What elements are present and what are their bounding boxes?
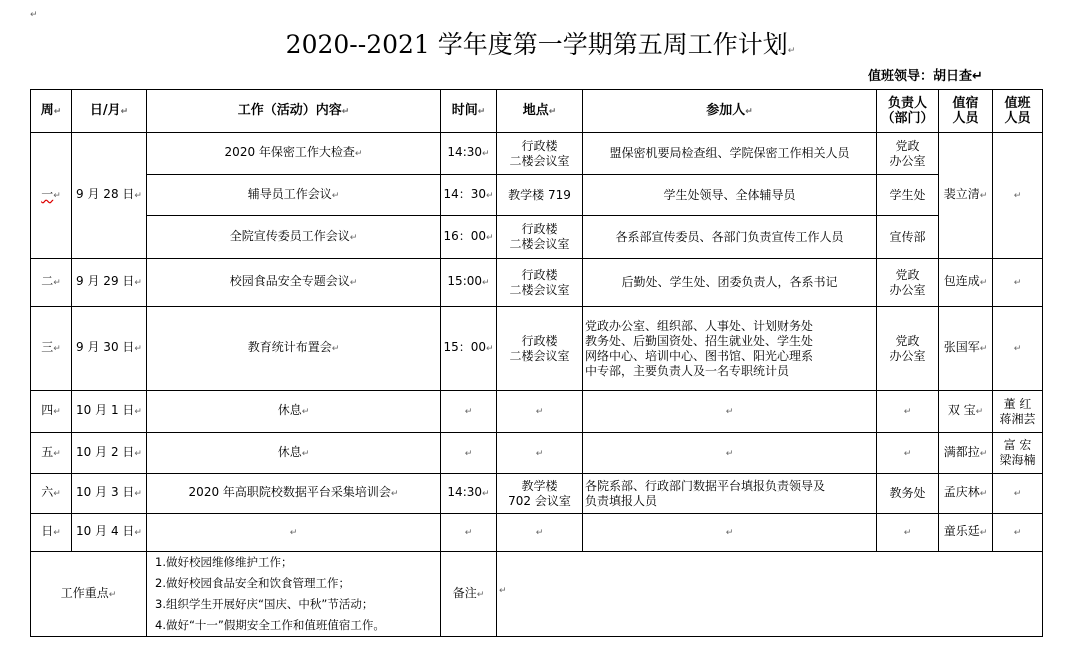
- time-label: 14：30: [443, 186, 486, 201]
- table-row: [31, 391, 1043, 433]
- paragraph-mark: ↵: [464, 448, 473, 459]
- week-cell: [31, 133, 72, 259]
- cell-line: 后勤处、学生处、团委负责人，各系书记: [621, 275, 838, 289]
- week-label: 一: [41, 187, 54, 201]
- date-label: 9 月 30 日: [76, 340, 135, 354]
- content-label: 教育统计布置会: [247, 340, 332, 354]
- paragraph-mark: ↵: [1013, 528, 1022, 538]
- paragraph-mark: ↵: [1013, 191, 1022, 201]
- paragraph-mark: ↵: [354, 149, 363, 159]
- owner-cell: [877, 259, 939, 307]
- table-row: [31, 514, 1043, 552]
- week-label: 四: [41, 403, 54, 417]
- content-cell: [147, 433, 441, 474]
- paragraph-mark: ↵: [301, 448, 310, 459]
- time-cell: [441, 259, 497, 307]
- date-label: 10 月 4 日: [76, 524, 135, 538]
- cell-line: 行政楼: [521, 267, 558, 282]
- date-label: 9 月 28 日: [76, 187, 135, 201]
- paragraph-mark: ↵: [535, 448, 544, 459]
- place-cell: [497, 433, 583, 474]
- cell-line: 办公室: [889, 282, 926, 297]
- date-label: 10 月 3 日: [76, 485, 135, 499]
- date-cell: [72, 391, 147, 433]
- cell-line: 党政: [895, 267, 920, 282]
- cell-line: 学生处: [889, 187, 926, 202]
- note-content: ↵: [497, 552, 1043, 637]
- paragraph-mark: ↵: [1013, 344, 1022, 354]
- cell-line: 教务处: [889, 486, 926, 500]
- time-label: 16：00: [443, 228, 486, 243]
- paragraph-mark: ↵: [482, 489, 490, 499]
- paragraph-mark: ↵: [349, 278, 358, 288]
- cell-line: 梁海楠: [999, 453, 1036, 467]
- paragraph-mark: ↵: [134, 528, 142, 538]
- date-cell: [72, 259, 147, 307]
- header-duty: 值班 人员: [993, 90, 1043, 133]
- participants-cell: [583, 133, 877, 175]
- owner-cell: [877, 514, 939, 552]
- week-cell: [31, 433, 72, 474]
- time-cell: [441, 175, 497, 216]
- owner-cell: [877, 307, 939, 391]
- paragraph-mark: ↵: [134, 489, 142, 499]
- week-cell: [31, 391, 72, 433]
- paragraph-mark: ↵: [482, 278, 490, 288]
- cell-line: 蒋湘芸: [999, 411, 1036, 426]
- paragraph-mark: ↵: [486, 344, 494, 354]
- content-label: 校园食品安全专题会议: [229, 274, 350, 288]
- cell-line: 网络中心、培训中心、图书馆、阳光心理系: [585, 348, 814, 363]
- stay-cell: [939, 133, 993, 259]
- paragraph-mark: ↵: [134, 344, 142, 354]
- paragraph-mark: ↵: [725, 448, 734, 459]
- cell-line: 办公室: [889, 348, 926, 363]
- stay-person: 双 宝: [947, 403, 976, 417]
- paragraph-mark: ↵: [482, 149, 490, 159]
- duty-cell: [993, 259, 1043, 307]
- table-body: [31, 90, 1043, 552]
- paragraph-mark: ↵: [1013, 278, 1022, 288]
- paragraph-mark: ↵: [979, 528, 988, 538]
- paragraph-mark: ↵: [53, 448, 61, 459]
- cell-line: 行政楼: [521, 138, 558, 153]
- paragraph-mark: ↵: [464, 407, 473, 417]
- time-cell: [441, 216, 497, 259]
- cell-line: 702 会议室: [508, 493, 571, 508]
- table-row: [31, 433, 1043, 474]
- cell-line: 教学楼 719: [508, 187, 571, 202]
- week-label: 二: [41, 274, 54, 288]
- page-title: 2020--2021 学年度第一学期第五周工作计划↵: [285, 30, 796, 59]
- cell-line: 党政办公室、组织部、人事处、计划财务处: [585, 318, 814, 333]
- time-cell: [441, 514, 497, 552]
- week-label: 五: [41, 444, 54, 459]
- date-label: 9 月 29 日: [76, 274, 135, 288]
- cell-line: 教务处、后勤国资处、招生就业处、学生处: [585, 333, 814, 348]
- week-label: 日: [41, 524, 54, 538]
- duty-cell: [993, 433, 1043, 474]
- content-label: 全院宣传委员工作会议: [229, 228, 350, 243]
- stay-person: 张国军: [943, 340, 980, 354]
- paragraph-mark: ↵: [535, 407, 544, 417]
- stay-person: 裴立清: [943, 187, 980, 201]
- cell-line: 各院系部、行政部门数据平台填报负责领导及: [585, 478, 826, 493]
- week-label: 六: [41, 485, 54, 499]
- stay-cell: [939, 514, 993, 552]
- time-cell: [441, 433, 497, 474]
- cell-line: 办公室: [889, 153, 926, 168]
- content-cell: [147, 175, 441, 216]
- header-week: 周↵: [31, 90, 72, 133]
- paragraph-mark: ↵: [53, 191, 61, 201]
- place-cell: [497, 133, 583, 175]
- time-label: 14:30: [447, 485, 483, 499]
- date-cell: [72, 307, 147, 391]
- time-cell: [441, 307, 497, 391]
- paragraph-mark: ↵: [53, 489, 61, 499]
- cell-line: 宣传部: [889, 229, 926, 244]
- table-row: [31, 216, 1043, 259]
- place-cell: [497, 514, 583, 552]
- header-content: 工作（活动）内容↵: [147, 90, 441, 133]
- participants-cell: [583, 175, 877, 216]
- time-label: 14:30: [447, 145, 483, 159]
- place-cell: [497, 307, 583, 391]
- date-label: 10 月 1 日: [76, 403, 135, 417]
- owner-cell: [877, 216, 939, 259]
- work-plan-table: [30, 89, 1043, 637]
- cell-line: 负责填报人员: [585, 493, 658, 508]
- cell-line: 学生处领导、全体辅导员: [663, 187, 796, 202]
- content-cell: [147, 307, 441, 391]
- time-label: 15：00: [443, 340, 486, 354]
- paragraph-mark: ↵: [725, 528, 734, 538]
- focus-label: 工作重点↵: [31, 552, 147, 637]
- cell-line: 行政楼: [521, 333, 558, 348]
- paragraph-mark: ↵: [301, 407, 310, 417]
- focus-section: [31, 552, 1043, 637]
- paragraph-mark: ↵: [331, 190, 340, 201]
- content-label: 辅导员工作会议: [247, 186, 332, 201]
- focus-row: [31, 552, 1043, 637]
- paragraph-mark: ↵: [1013, 489, 1022, 499]
- place-cell: [497, 216, 583, 259]
- owner-cell: [877, 175, 939, 216]
- cell-line: 董 红: [1003, 396, 1032, 411]
- stay-cell: [939, 391, 993, 433]
- header-place: 地点↵: [497, 90, 583, 133]
- paragraph-mark: ↵: [53, 278, 61, 288]
- participants-cell: [583, 474, 877, 514]
- header-stay: 值宿 人员: [939, 90, 993, 133]
- paragraph-mark: ↵: [134, 407, 142, 417]
- note-label: 备注↵: [441, 552, 497, 637]
- paragraph-mark: ↵: [979, 191, 988, 201]
- paragraph-mark: ↵: [53, 344, 61, 354]
- focus-item: 2.做好校园食品安全和饮食管理工作；: [155, 576, 350, 590]
- owner-cell: [877, 433, 939, 474]
- paragraph-mark: ↵: [979, 278, 988, 288]
- paragraph-mark: ↵: [903, 448, 912, 459]
- paragraph-mark: ↵: [134, 191, 142, 201]
- place-cell: [497, 474, 583, 514]
- cell-line: 富 宏: [1003, 438, 1032, 452]
- participants-cell: [583, 433, 877, 474]
- content-cell: [147, 391, 441, 433]
- participants-cell: [583, 259, 877, 307]
- content-label: 休息: [277, 444, 302, 459]
- cell-line: 党政: [895, 333, 920, 348]
- week-label: 三: [41, 340, 54, 354]
- cell-line: 盟保密机要局检查组、学院保密工作相关人员: [609, 146, 850, 160]
- owner-cell: [877, 474, 939, 514]
- stay-person: 包连成: [943, 274, 980, 288]
- paragraph-mark: ↵: [979, 344, 988, 354]
- cell-line: 二楼会议室: [509, 282, 570, 297]
- stay-cell: [939, 433, 993, 474]
- focus-list: [147, 552, 441, 637]
- cell-line: 二楼会议室: [509, 153, 570, 168]
- table-row: [31, 259, 1043, 307]
- stay-cell: [939, 474, 993, 514]
- place-cell: [497, 175, 583, 216]
- paragraph-mark: ↵: [134, 448, 142, 459]
- duty-leader: 值班领导：胡日查↵: [868, 69, 983, 84]
- time-cell: [441, 474, 497, 514]
- content-cell: [147, 259, 441, 307]
- time-label: 15:00: [447, 274, 483, 288]
- focus-item: 1.做好校园维修维护工作；: [155, 555, 293, 569]
- content-cell: [147, 474, 441, 514]
- content-cell: [147, 133, 441, 175]
- table-row: [31, 175, 1043, 216]
- paragraph-mark: ↵: [53, 407, 61, 417]
- paragraph-mark: ↵: [903, 407, 912, 417]
- content-cell: [147, 514, 441, 552]
- date-cell: [72, 514, 147, 552]
- content-label: 2020 年高职院校数据平台采集培训会: [188, 485, 391, 499]
- cell-line: 行政楼: [521, 222, 558, 236]
- date-label: 10 月 2 日: [76, 444, 135, 459]
- stay-person: 满都拉: [943, 444, 980, 459]
- date-cell: [72, 474, 147, 514]
- paragraph-mark: ↵: [979, 489, 988, 499]
- header-row: [31, 90, 1043, 133]
- paragraph-mark: ↵: [134, 278, 142, 288]
- paragraph-mark: ↵: [289, 528, 298, 538]
- paragraph-mark: ↵: [725, 407, 734, 417]
- owner-cell: [877, 133, 939, 175]
- paragraph-mark: ↵: [390, 489, 399, 499]
- cell-line: 二楼会议室: [509, 348, 570, 363]
- paragraph-mark: ↵: [903, 528, 912, 538]
- duty-cell: [993, 474, 1043, 514]
- paragraph-mark: ↵: [975, 407, 984, 417]
- place-cell: [497, 259, 583, 307]
- table-row: [31, 307, 1043, 391]
- participants-cell: [583, 514, 877, 552]
- paragraph-mark: ↵: [30, 10, 38, 20]
- week-cell: [31, 474, 72, 514]
- content-cell: [147, 216, 441, 259]
- table-row: [31, 474, 1043, 514]
- stay-cell: [939, 259, 993, 307]
- duty-cell: [993, 307, 1043, 391]
- paragraph-mark: ↵: [486, 232, 494, 243]
- content-label: 休息: [277, 403, 302, 417]
- paragraph-mark: ↵: [979, 448, 988, 459]
- week-cell: [31, 514, 72, 552]
- duty-cell: [993, 133, 1043, 259]
- cell-line: 党政: [895, 138, 920, 153]
- duty-cell: [993, 391, 1043, 433]
- cell-line: 二楼会议室: [509, 237, 570, 251]
- table-row: [31, 133, 1043, 175]
- paragraph-mark: ↵: [535, 528, 544, 538]
- week-cell: [31, 259, 72, 307]
- owner-cell: [877, 391, 939, 433]
- date-cell: [72, 133, 147, 259]
- stay-person: 童乐廷: [943, 524, 980, 538]
- paragraph-mark: ↵: [331, 344, 340, 354]
- participants-cell: [583, 216, 877, 259]
- date-cell: [72, 433, 147, 474]
- place-cell: [497, 391, 583, 433]
- duty-cell: [993, 514, 1043, 552]
- stay-person: 孟庆林: [943, 485, 980, 499]
- participants-cell: [583, 391, 877, 433]
- paragraph-mark: ↵: [349, 232, 358, 243]
- participants-cell: [583, 307, 877, 391]
- paragraph-mark: ↵: [464, 528, 473, 538]
- header-date: 日/月↵: [72, 90, 147, 133]
- time-cell: [441, 133, 497, 175]
- paragraph-mark: ↵: [53, 528, 61, 538]
- focus-item: 4.做好“十一”假期安全工作和值班值宿工作。: [155, 618, 385, 632]
- paragraph-mark: ↵: [486, 190, 494, 201]
- focus-item: 3.组织学生开展好庆“国庆、中秋”节活动；: [155, 597, 374, 611]
- content-label: 2020 年保密工作大检查: [224, 145, 355, 159]
- cell-line: 各系部宣传委员、各部门负责宣传工作人员: [615, 229, 844, 244]
- header-owner: 负责人 （部门）: [877, 90, 939, 133]
- cell-line: 中专部，主要负责人及一名专职统计员: [585, 363, 790, 378]
- header-time: 时间↵: [441, 90, 497, 133]
- header-participants: 参加人↵: [583, 90, 877, 133]
- cell-line: 教学楼: [521, 478, 558, 493]
- stay-cell: [939, 307, 993, 391]
- time-cell: [441, 391, 497, 433]
- week-cell: [31, 307, 72, 391]
